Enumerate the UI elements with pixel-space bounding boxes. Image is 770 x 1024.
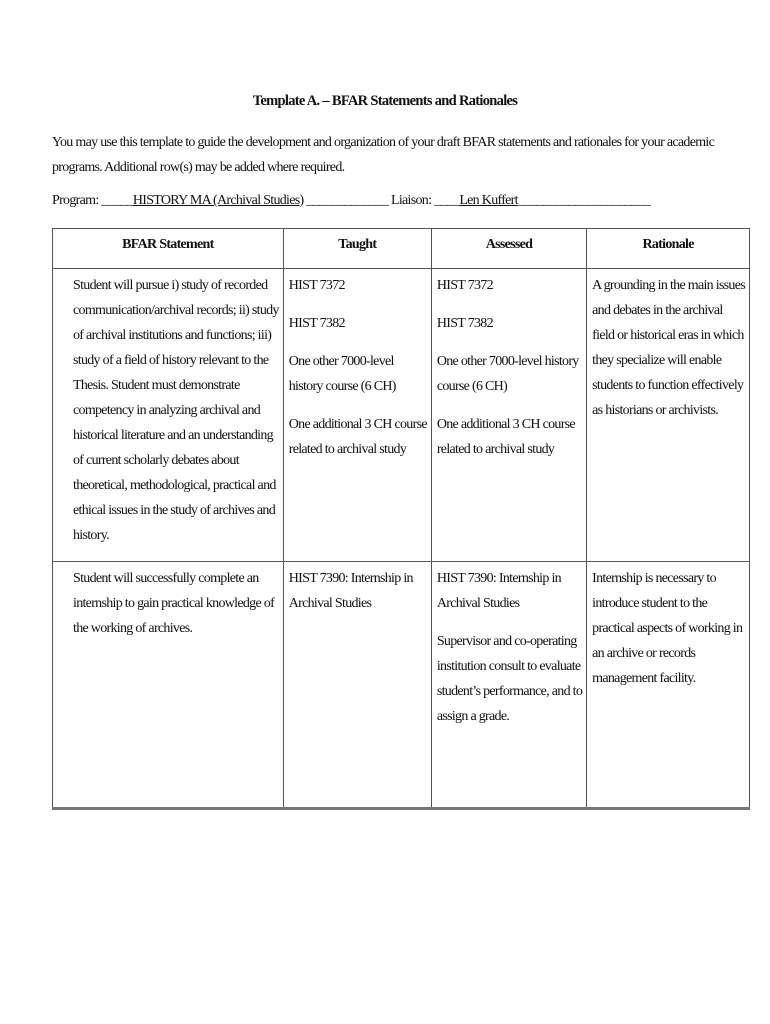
cell-line: HIST 7382 <box>288 316 345 331</box>
taught-cell <box>283 562 431 809</box>
cell-line: assign a grade. <box>436 709 510 724</box>
header-row <box>53 229 750 269</box>
cell-line: student’s performance, and to <box>436 684 583 699</box>
assessed-cell <box>431 562 586 809</box>
cell-line: as historians or archivists. <box>592 403 718 418</box>
cell-paragraph <box>592 566 745 691</box>
cell-line: institution consult to evaluate <box>436 659 581 674</box>
cell-line: One additional 3 CH course <box>436 417 575 432</box>
cell-paragraph <box>437 412 582 462</box>
cell-line: and debates in the archival <box>592 303 723 318</box>
cell-line: Archival Studies <box>436 596 520 611</box>
header-taught: Taught <box>283 229 431 269</box>
cell-line: management facility. <box>592 671 696 686</box>
cell-line: introduce student to the <box>592 596 708 611</box>
cell-paragraph <box>437 566 582 616</box>
cell-paragraph <box>289 412 427 462</box>
program-label: Program: <box>52 193 99 208</box>
cell-paragraph <box>592 273 745 423</box>
cell-line: theoretical, methodological, practical and <box>73 478 276 493</box>
cell-line: of archival institutions and functions; iii) <box>73 328 272 343</box>
cell-line: HIST 7372 <box>288 278 345 293</box>
document-title: Template A. – BFAR Statements and Rationales <box>252 93 518 109</box>
cell-line: study of a field of history relevant to the <box>73 353 269 368</box>
cell-line: communication/archival records; ii) study <box>73 303 279 318</box>
cell-line: related to archival study <box>288 442 407 457</box>
liaison-label: Liaison: <box>391 193 432 208</box>
cell-line: history. <box>73 528 109 543</box>
cell-line: Student will successfully complete an <box>73 571 259 586</box>
cell-line: One additional 3 CH course <box>288 417 427 432</box>
cell-line: One other 7000-level <box>288 354 394 369</box>
cell-line: One other 7000-level history <box>436 354 579 369</box>
cell-line: an archive or records <box>592 646 696 661</box>
cell-line: Thesis. Student must demonstrate <box>73 378 240 393</box>
cell-line: HIST 7382 <box>436 316 493 331</box>
header-assessed: Assessed <box>431 229 586 269</box>
cell-line: HIST 7372 <box>436 278 493 293</box>
cell-line: HIST 7390: Internship in <box>288 571 413 586</box>
program-value: HISTORY MA (Archival Studies) <box>132 193 304 208</box>
cell-paragraph <box>289 311 427 336</box>
cell-paragraph <box>289 349 427 399</box>
cell-line: Archival Studies <box>288 596 372 611</box>
cell-line: ethical issues in the study of archives and <box>73 503 276 518</box>
cell-line: competency in analyzing archival and <box>73 403 261 418</box>
cell-line: A grounding in the main issues <box>592 278 745 293</box>
cell-line: Supervisor and co-operating <box>436 634 577 649</box>
cell-line: they specialize will enable <box>592 353 722 368</box>
program-line: Program: _____HISTORY MA (Archival Studies) _____________ Liaison: ____Len Kuffert_____________________ <box>52 193 651 208</box>
table-row <box>53 562 750 809</box>
header-bfar-statement: BFAR Statement <box>53 229 284 269</box>
cell-line: field or historical eras in which <box>592 328 744 343</box>
cell-paragraph <box>73 273 279 548</box>
header-rationale: Rationale <box>587 229 750 269</box>
cell-paragraph <box>437 311 582 336</box>
cell-line: internship to gain practical knowledge of <box>73 596 275 611</box>
cell-line: the working of archives. <box>73 621 193 636</box>
cell-paragraph <box>289 273 427 298</box>
taught-cell <box>283 269 431 562</box>
statement-cell <box>53 562 284 809</box>
assessed-cell <box>431 269 586 562</box>
cell-line: of current scholarly debates about <box>73 453 239 468</box>
cell-line: history course (6 CH) <box>288 379 396 394</box>
cell-paragraph <box>437 349 582 399</box>
intro-line: You may use this template to guide the development and organization of your draft BFAR statements and rationales for your academic <box>52 135 715 150</box>
cell-line: Student will pursue i) study of recorded <box>73 278 268 293</box>
cell-paragraph <box>73 566 279 641</box>
cell-line: related to archival study <box>436 442 555 457</box>
liaison-value: Len Kuffert <box>459 193 518 208</box>
bfar-table <box>52 228 750 810</box>
statement-cell <box>53 269 284 562</box>
cell-line: Internship is necessary to <box>592 571 716 586</box>
cell-line: course (6 CH) <box>436 379 508 394</box>
rationale-cell <box>587 562 750 809</box>
cell-paragraph <box>437 273 582 298</box>
table-row <box>53 269 750 562</box>
cell-line: students to function effectively <box>592 378 744 393</box>
cell-paragraph <box>437 629 582 729</box>
cell-line: practical aspects of working in <box>592 621 743 636</box>
cell-line: historical literature and an understanding <box>73 428 273 443</box>
cell-line: HIST 7390: Internship in <box>436 571 561 586</box>
intro-text <box>52 130 752 180</box>
intro-line: programs. Additional row(s) may be added where required. <box>52 160 345 175</box>
cell-paragraph <box>289 566 427 616</box>
rationale-cell <box>587 269 750 562</box>
